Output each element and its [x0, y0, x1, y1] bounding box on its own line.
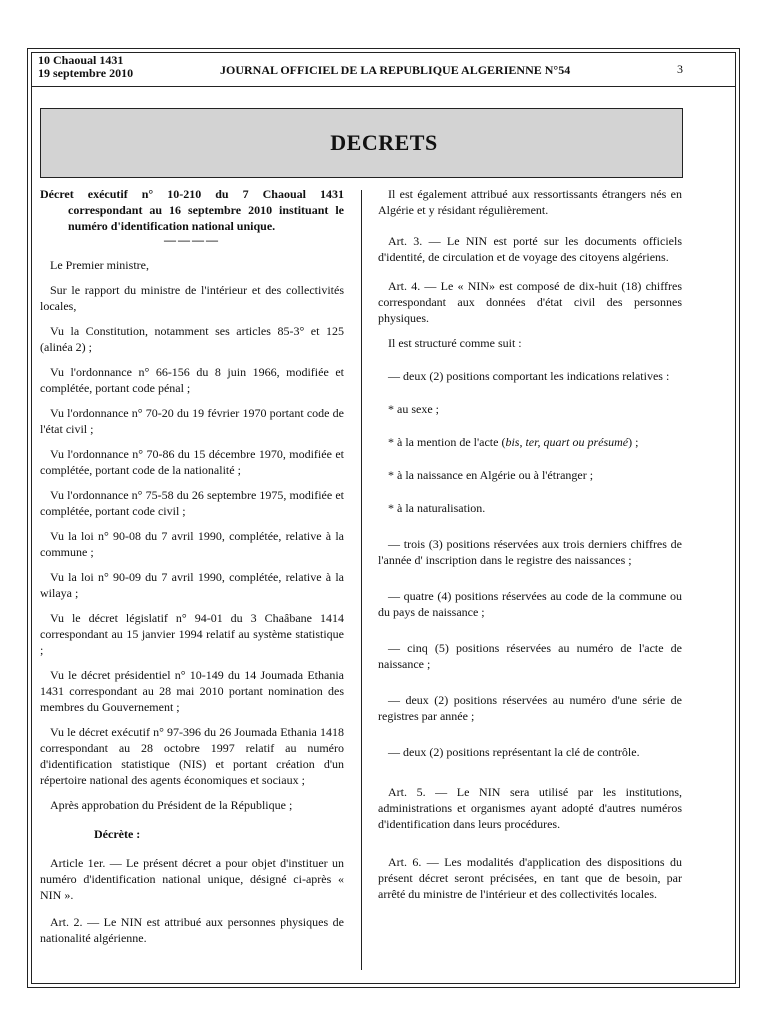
- header-date-hijri: 10 Chaoual 1431: [38, 53, 124, 67]
- header-date-gregorian: 19 septembre 2010: [38, 66, 134, 80]
- paragraph: Le Premier ministre,: [50, 258, 149, 272]
- paragraph: Vu la Constitution, notamment ses articles 85-3° et 125 (alinéa 2) ;: [40, 324, 344, 354]
- paragraph: Vu l'ordonnance n° 66-156 du 8 juin 1966, modifiée et complétée, portant code pénal ;: [40, 365, 344, 395]
- paragraph: Vu l'ordonnance n° 75-58 du 26 septembre 1975, modifiée et complétée, portant code civil ;: [40, 488, 344, 518]
- article-2: Art. 2. — Le NIN est attribué aux personnes physiques de nationalité algérienne.: [40, 915, 344, 945]
- list-item-emphasis: bis, ter, quart ou présumé: [505, 435, 629, 449]
- paragraph: Vu la loi n° 90-08 du 7 avril 1990, complétée, relative à la commune ;: [40, 529, 344, 559]
- list-item: — trois (3) positions réservées aux trois derniers chiffres de l'année d' inscription dans le registre des naissances ;: [378, 537, 682, 567]
- list-item: — deux (2) positions comportant les indications relatives :: [388, 369, 670, 383]
- article-3: Art. 3. — Le NIN est porté sur les documents officiels d'identité, de circulation et de voyage des citoyens algériens.: [378, 234, 682, 264]
- paragraph: Sur le rapport du ministre de l'intérieur et des collectivités locales,: [40, 283, 344, 313]
- paragraph: Il est structuré comme suit :: [388, 336, 522, 350]
- article-1: Article 1er. — Le présent décret a pour objet d'instituer un numéro d'identification national unique, désigné ci-après « NIN ».: [40, 856, 344, 902]
- column-divider: [361, 190, 362, 970]
- paragraph: Après approbation du Président de la République ;: [50, 798, 293, 812]
- article-5: Art. 5. — Le NIN sera utilisé par les institutions, administrations et organismes ayant adopté d'autres numéros d'identification dans leurs procédures.: [378, 785, 682, 831]
- left-column: [40, 186, 344, 946]
- right-column: [378, 186, 682, 902]
- list-item-text: ) ;: [628, 435, 639, 449]
- list-item: * à la naissance en Algérie ou à l'étranger ;: [388, 468, 594, 482]
- section-title: DECRETS: [330, 130, 438, 155]
- list-item: — deux (2) positions représentant la clé de contrôle.: [388, 745, 640, 759]
- list-item: [378, 434, 682, 450]
- list-item: * au sexe ;: [388, 402, 439, 416]
- decrete-heading: Décrète :: [94, 827, 141, 841]
- paragraph: Vu le décret exécutif n° 97-396 du 26 Joumada Ethania 1418 correspondant au 28 octobre 1997 relatif au numéro d'identification statistique (NIS) et portant création d'un répertoire national des agents économiques et sociaux ;: [40, 725, 344, 787]
- article-6: Art. 6. — Les modalités d'application des dispositions du présent décret seront précisées, en tant que de besoin, par arrêté du ministre de l'intérieur et des collectivités locales.: [378, 855, 682, 901]
- page-number: 3: [677, 62, 683, 76]
- list-item-text: * à la mention de l'acte (: [388, 435, 506, 449]
- header-rule: [31, 86, 736, 87]
- paragraph: Vu l'ordonnance n° 70-86 du 15 décembre 1970, modifiée et complétée, portant code de la nationalité ;: [40, 447, 344, 477]
- list-item: * à la naturalisation.: [388, 501, 486, 515]
- paragraph: Vu le décret législatif n° 94-01 du 3 Chaâbane 1414 correspondant au 15 janvier 1994 relatif au système statistique ;: [40, 611, 344, 657]
- title-separator: ————: [164, 233, 220, 247]
- header-date: [38, 54, 133, 80]
- decree-title: Décret exécutif n° 10-210 du 7 Chaoual 1431 correspondant au 16 septembre 2010 instituant le numéro d'identification national unique.: [40, 187, 344, 233]
- list-item: — deux (2) positions réservées au numéro d'une série de registres par année ;: [378, 693, 682, 723]
- article-4: Art. 4. — Le « NIN» est composé de dix-huit (18) chiffres correspondant aux données d'état civil des personnes physiques.: [378, 279, 682, 325]
- paragraph: Vu le décret présidentiel n° 10-149 du 14 Joumada Ethania 1431 correspondant au 28 mai 2010 portant nomination des membres du Gouvernement ;: [40, 668, 344, 714]
- journal-title: JOURNAL OFFICIEL DE LA REPUBLIQUE ALGERIENNE N°54: [220, 63, 571, 77]
- list-item: — cinq (5) positions réservées au numéro de l'acte de naissance ;: [378, 641, 682, 671]
- list-item: — quatre (4) positions réservées au code de la commune ou du pays de naissance ;: [378, 589, 682, 619]
- paragraph: Vu la loi n° 90-09 du 7 avril 1990, complétée, relative à la wilaya ;: [40, 570, 344, 600]
- paragraph: Vu l'ordonnance n° 70-20 du 19 février 1970 portant code de l'état civil ;: [40, 406, 344, 436]
- paragraph: Il est également attribué aux ressortissants étrangers nés en Algérie et y résidant régulièrement.: [378, 187, 682, 217]
